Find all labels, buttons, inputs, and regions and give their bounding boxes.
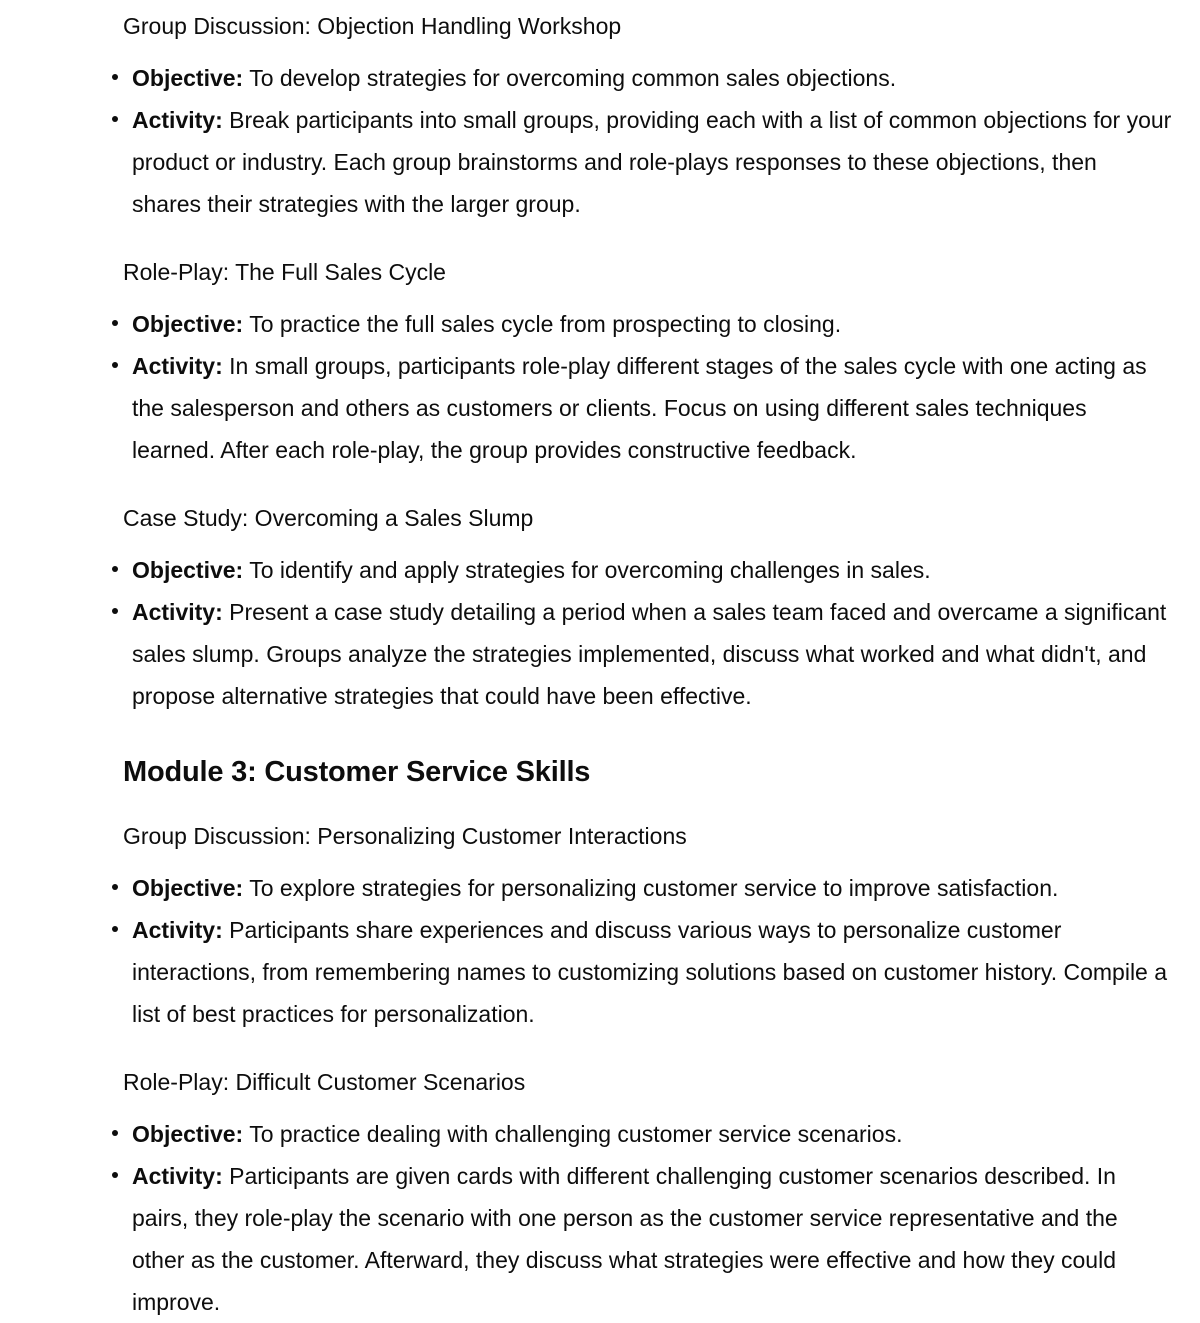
objective-item: [132, 57, 1172, 99]
bullet-icon: [112, 362, 118, 368]
bullet-icon: [112, 1130, 118, 1136]
objective-text: To practice dealing with challenging customer service scenarios.: [249, 1121, 903, 1147]
activity-label: Activity:: [132, 1163, 223, 1189]
activity-text: Participants are given cards with different challenging customer scenarios described. In pairs, they role-play the scenario with one person as the customer service representative and the other as the customer. Afterward, they discuss what strategies were effective and how they could improve.: [132, 1163, 1118, 1315]
activity-title: Group Discussion: Personalizing Customer Interactions: [123, 823, 687, 849]
bullet-list: [132, 303, 1172, 471]
objective-label: Objective:: [132, 65, 244, 91]
activity-label: Activity:: [132, 353, 223, 379]
bullet-icon: [112, 566, 118, 572]
activity-label: Activity:: [132, 107, 223, 133]
objective-label: Objective:: [132, 311, 244, 337]
activity-item: [132, 99, 1172, 225]
bullet-icon: [112, 320, 118, 326]
bullet-icon: [112, 116, 118, 122]
activity-item: [132, 909, 1172, 1035]
activity-title: Role-Play: Difficult Customer Scenarios: [123, 1069, 526, 1095]
objective-item: [132, 549, 1172, 591]
objective-label: Objective:: [132, 557, 244, 583]
objective-text: To identify and apply strategies for overcoming challenges in sales.: [249, 557, 931, 583]
objective-label: Objective:: [132, 875, 244, 901]
objective-item: [132, 303, 1172, 345]
bullet-list: [132, 1113, 1172, 1323]
objective-item: [132, 1113, 1172, 1155]
objective-text: To explore strategies for personalizing customer service to improve satisfaction.: [249, 875, 1059, 901]
bullet-list: [132, 867, 1172, 1035]
activity-text: Present a case study detailing a period when a sales team faced and overcame a significant sales slump. Groups analyze the strategies implemented, discuss what worked and what didn't, and propose alternative strategies that could have been effective.: [132, 599, 1167, 709]
activity-label: Activity:: [132, 917, 223, 943]
objective-label: Objective:: [132, 1121, 244, 1147]
activity-title: Role-Play: The Full Sales Cycle: [123, 259, 446, 285]
bullet-icon: [112, 884, 118, 890]
bullet-icon: [112, 608, 118, 614]
activity-title: Case Study: Overcoming a Sales Slump: [123, 505, 534, 531]
bullet-icon: [112, 74, 118, 80]
activity-text: In small groups, participants role-play different stages of the sales cycle with one acting as the salesperson and others as customers or clients. Focus on using different sales techniques learned. After each role-play, the group provides constructive feedback.: [132, 353, 1147, 463]
activity-title: Group Discussion: Objection Handling Workshop: [123, 13, 622, 39]
activity-label: Activity:: [132, 599, 223, 625]
bullet-list: [132, 57, 1172, 225]
activity-text: Participants share experiences and discuss various ways to personalize customer interactions, from remembering names to customizing solutions based on customer history. Compile a list of best practices for personalization.: [132, 917, 1168, 1027]
activity-text: Break participants into small groups, providing each with a list of common objections for your product or industry. Each group brainstorms and role-plays responses to these objections, then shares their strategies with the larger group.: [132, 107, 1172, 217]
activity-item: [132, 1155, 1172, 1323]
objective-text: To develop strategies for overcoming common sales objections.: [249, 65, 897, 91]
objective-item: [132, 867, 1172, 909]
module-heading: Module 3: Customer Service Skills: [123, 756, 591, 788]
bullet-list: [132, 549, 1172, 717]
activity-item: [132, 345, 1172, 471]
bullet-icon: [112, 1172, 118, 1178]
objective-text: To practice the full sales cycle from prospecting to closing.: [249, 311, 842, 337]
activity-item: [132, 591, 1172, 717]
bullet-icon: [112, 926, 118, 932]
